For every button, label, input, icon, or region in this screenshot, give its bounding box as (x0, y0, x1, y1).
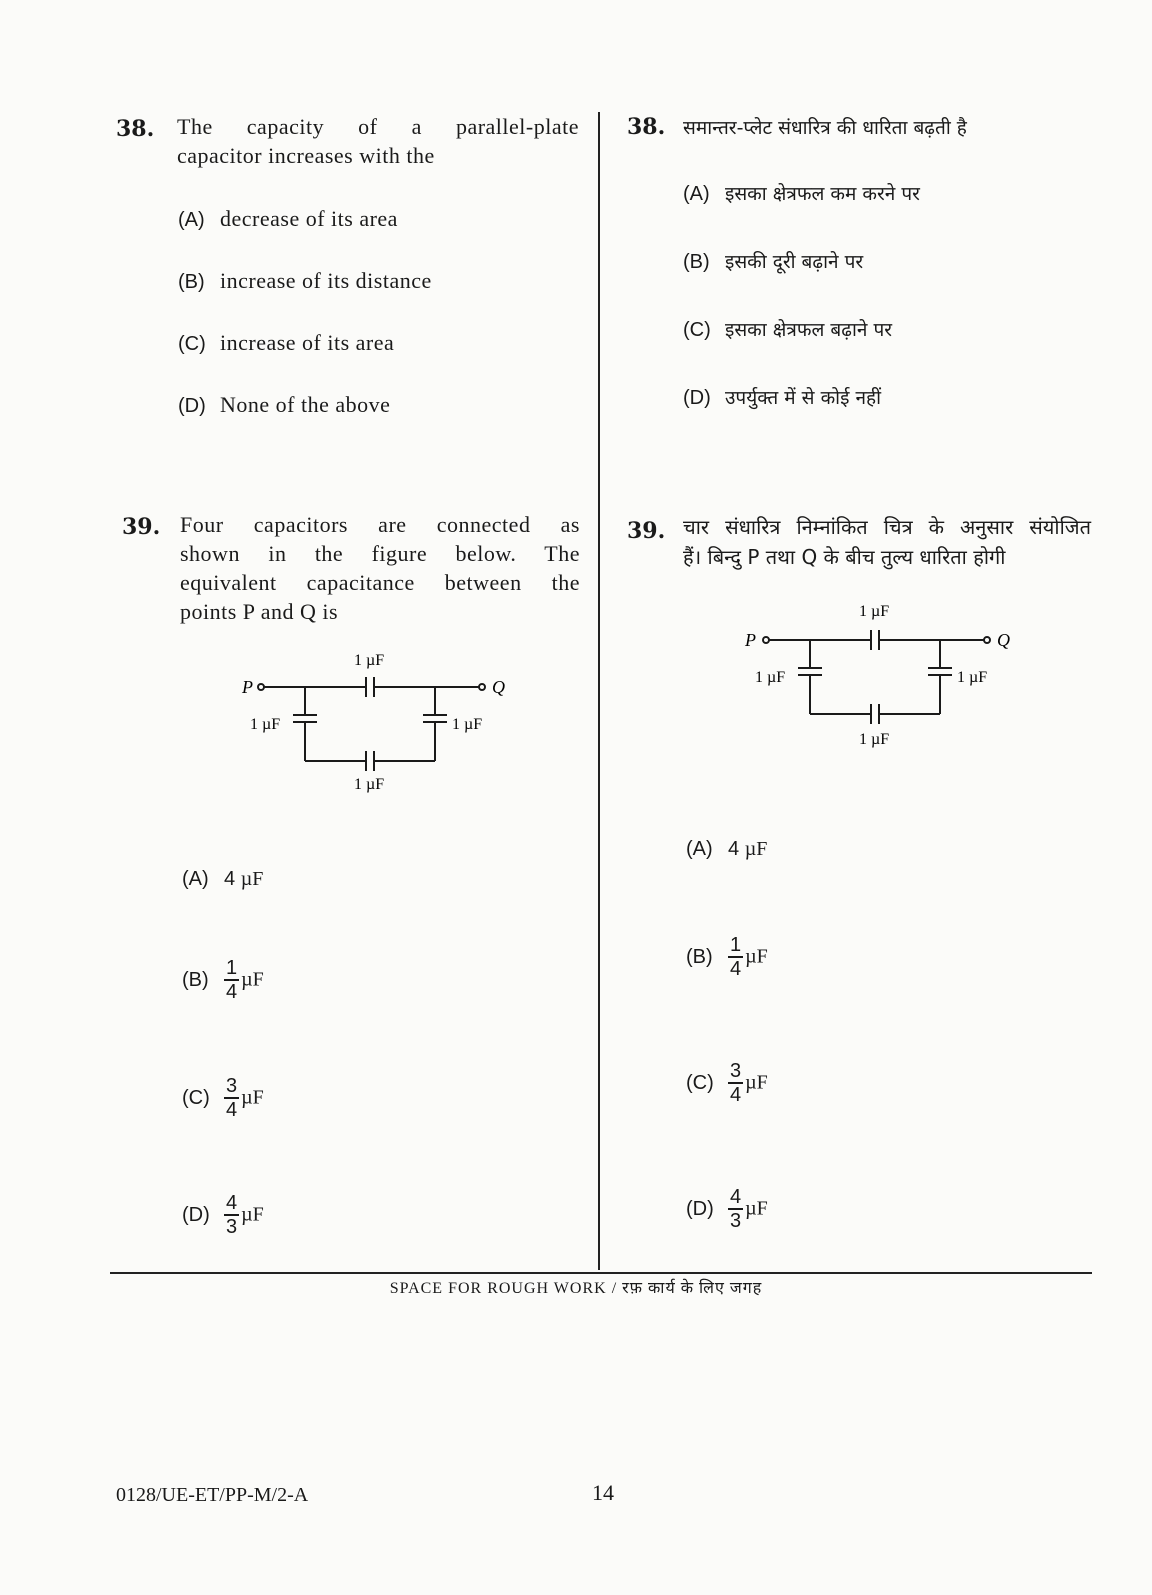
circuit-label-p: P (242, 677, 253, 697)
q38-option-c-en[interactable]: (C) increase of its area (178, 330, 395, 355)
q39-option-c-en[interactable]: (C) $\frac{3}{4}$ µF (182, 1075, 264, 1121)
q39-hi-line2: हैं। बिन्दु P तथा Q के बीच तुल्य धारिता होगी (683, 545, 1006, 569)
rough-work-caption: SPACE FOR ROUGH WORK / रफ़ कार्य के लिए जगह (389, 1280, 763, 1297)
q39-number-hi: 39. (627, 518, 666, 544)
q38-number-hi: 38. (627, 114, 666, 140)
q39-hi-line1: चार संधारित्र निम्नांकित चित्र के अनुसार संयोजित (683, 515, 1091, 539)
q38-option-c-hi[interactable]: (C) इसका क्षेत्रफल बढ़ाने पर (683, 319, 893, 341)
q39-option-c-hi[interactable]: (C) $\frac{3}{4}$ µF (686, 1060, 768, 1106)
q38-text-en-line1: The capacity of a parallel-plate (177, 114, 579, 139)
q39-en-line1: Four capacitors are connected as (180, 512, 580, 537)
cap-label-right: 1 µF (452, 716, 483, 733)
q39-option-a-hi[interactable]: (A) 4 µF (686, 838, 768, 861)
q39-text-en (180, 510, 580, 626)
cap-label-left: 1 µF (250, 716, 281, 733)
page-number: 14 (592, 1480, 614, 1505)
cap-label-top-hi: 1 µF (859, 603, 890, 620)
q38-option-b-en[interactable]: (B) increase of its distance (178, 268, 432, 293)
circuit-label-q: Q (492, 677, 505, 697)
q38-text-en-line2: capacitor increases with the (177, 143, 435, 168)
q38-option-d-hi[interactable]: (D) उपर्युक्त में से कोई नहीं (683, 387, 881, 409)
q39-option-b-en[interactable]: (B) $\frac{1}{4}$ µF (182, 957, 264, 1003)
circuit-diagram-hi (735, 598, 1025, 748)
q39-en-line4: points P and Q is (180, 599, 339, 624)
q38-number-en: 38. (116, 116, 155, 142)
footer-rule (110, 1272, 1092, 1274)
cap-label-left-hi: 1 µF (755, 669, 786, 686)
cap-label-top: 1 µF (354, 652, 385, 669)
column-divider (598, 112, 600, 1270)
q38-text-hi: समान्तर-प्लेट संधारित्र की धारिता बढ़ती है (683, 117, 967, 139)
circuit-diagram-en (230, 645, 520, 795)
q38-option-d-en[interactable]: (D) None of the above (178, 392, 391, 417)
q39-en-line3: equivalent capacitance between the (180, 570, 580, 595)
q39-option-b-hi[interactable]: (B) $\frac{1}{4}$ µF (686, 934, 768, 980)
q39-text-hi (683, 512, 1091, 572)
q39-number-en: 39. (122, 514, 161, 540)
q38-option-a-en[interactable]: (A) decrease of its area (178, 206, 398, 231)
paper-code: 0128/UE-ET/PP-M/2-A (116, 1484, 309, 1506)
cap-label-bottom-hi: 1 µF (859, 731, 890, 748)
circuit-label-p-hi: P (745, 630, 756, 650)
circuit-label-q-hi: Q (997, 630, 1010, 650)
cap-label-bottom: 1 µF (354, 776, 385, 793)
q39-option-d-hi[interactable]: (D) $\frac{4}{3}$ µF (686, 1186, 768, 1232)
q39-en-line2: shown in the figure below. The (180, 541, 580, 566)
q38-option-a-hi[interactable]: (A) इसका क्षेत्रफल कम करने पर (683, 183, 920, 205)
q39-option-d-en[interactable]: (D) $\frac{4}{3}$ µF (182, 1192, 264, 1238)
q39-option-a-en[interactable]: (A) 4 µF (182, 868, 264, 891)
cap-label-right-hi: 1 µF (957, 669, 988, 686)
q38-option-b-hi[interactable]: (B) इसकी दूरी बढ़ाने पर (683, 251, 864, 273)
